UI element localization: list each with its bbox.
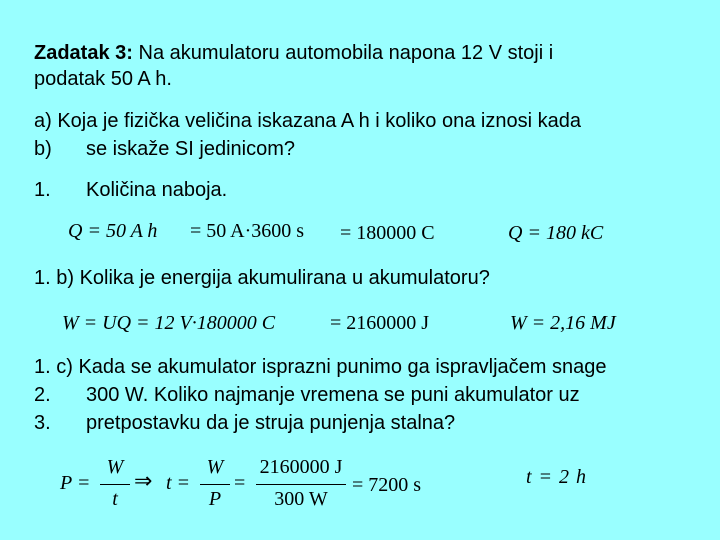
energy-equation-expr: W = UQ = 12 V·180000 C [62, 312, 276, 334]
question-a-marker2: b) [34, 138, 52, 160]
energy-equation-right: = 2160000 J [330, 312, 430, 334]
fraction-bar [200, 484, 230, 485]
fraction-w-over-p-numerator: W [206, 456, 224, 478]
time-result-hours: t = 2 h [526, 466, 588, 488]
charge-equation-right: = 180000 C [340, 222, 435, 244]
time-eq-p-lhs: P = [60, 472, 91, 494]
fraction-bar [256, 484, 346, 485]
time-result-seconds: = 7200 s [352, 474, 422, 496]
task-statement-line1 [34, 40, 553, 66]
fraction-energy-over-power-numerator: 2160000 J [259, 456, 343, 478]
answer-1-marker: 1. [34, 179, 51, 201]
answer-1-text: Količina naboja. [86, 179, 228, 201]
fraction-w-over-p-denominator: P [208, 488, 222, 510]
question-c-marker3: 3. [34, 412, 51, 434]
question-c-marker2: 2. [34, 384, 51, 406]
time-eq-t-lhs: t = [166, 472, 191, 494]
energy-result: W = 2,16 MJ [510, 312, 616, 334]
task-text-line1: Na akumulatoru automobila napona 12 V stoji i [132, 42, 554, 64]
question-c-line3: pretpostavku da je struja punjenja stalna? [86, 412, 456, 434]
implies-arrow: ⇒ [134, 468, 153, 493]
fraction-w-over-t-denominator: t [112, 488, 118, 510]
question-c-line1: 1. c) Kada se akumulator isprazni punimo ga ispravljačem snage [34, 356, 607, 378]
question-b: 1. b) Kolika je energija akumulirana u akumulatoru? [34, 267, 490, 289]
charge-equation-left: Q = 50 A h [68, 220, 158, 242]
task-heading: Zadatak 3: [34, 42, 133, 64]
question-c-line2: 300 W. Koliko najmanje vremena se puni akumulator uz [86, 384, 580, 406]
fraction-bar [100, 484, 130, 485]
fraction-w-over-t-numerator: W [106, 456, 124, 478]
time-eq-equals: = [234, 472, 246, 494]
charge-result: Q = 180 kC [508, 222, 604, 244]
charge-equation-mid: = 50 A·3600 s [190, 220, 305, 242]
task-statement-line2: podatak 50 A h. [34, 68, 172, 90]
question-a-line1: a) Koja je fizička veličina iskazana A h i koliko ona iznosi kada [34, 110, 581, 132]
fraction-energy-over-power-denominator: 300 W [274, 488, 328, 510]
question-a-line2: se iskaže SI jedinicom? [86, 138, 295, 160]
